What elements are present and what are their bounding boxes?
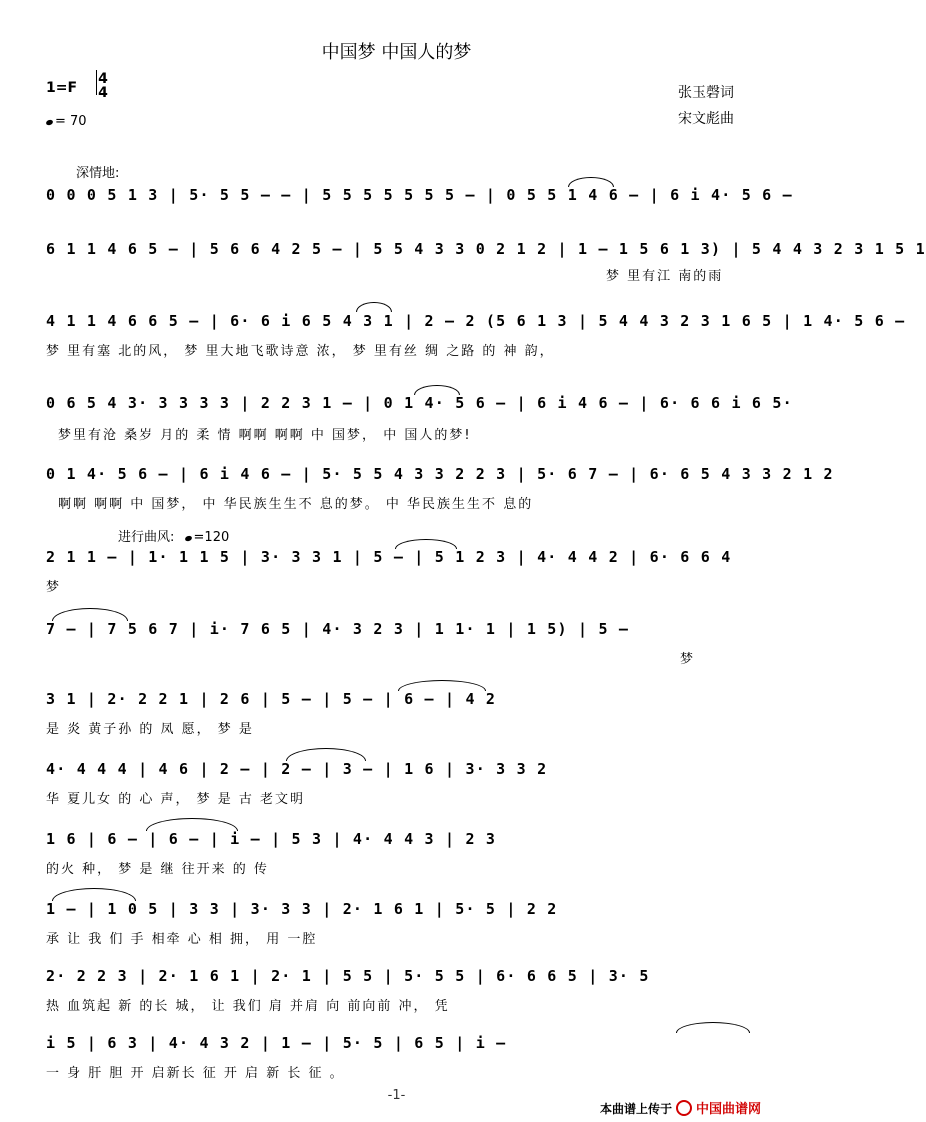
tempo-marking — [46, 114, 87, 129]
notation-line: 3 1 | 2· 2 2 1 | 2 6 | 5 – | 5 – | 6 – | 4 2 — [46, 690, 497, 708]
footer-credit — [600, 1098, 761, 1117]
slur-mark — [676, 1022, 750, 1033]
footer-site: 中国曲谱网 — [696, 1102, 762, 1117]
staff-row-5 — [46, 463, 834, 485]
notation-line: 6 1 1 4 6 5 – | 5 6 6 4 2 5 – | 5 5 4 3 3 0 2 1 2 | 1 – 1 5 6 1 3) | 5 4 4 3 2 3 1 5 1 — [46, 240, 926, 258]
slur-mark — [52, 888, 136, 901]
staff-row-10 — [46, 828, 752, 850]
notation-line: 1 – | 1 0 5 | 3 3 | 3· 3 3 | 2· 1 6 1 | 5· 5 | 2 2 — [46, 900, 558, 918]
slur-mark — [146, 818, 238, 831]
quarter-note-icon — [45, 119, 53, 126]
lyric-line: 梦 里有江 南的雨 — [606, 269, 724, 284]
staff-row-1 — [46, 184, 793, 206]
notation-line: 0 0 0 5 1 3 | 5· 5 5 – – | 5 5 5 5 5 5 5 – | 0 5 5 1 4 6 – | 6 i 4· 5 6 – — [46, 186, 793, 204]
key-signature: 1=F — [46, 80, 78, 96]
notation-line: 0 6 5 4 3· 3 3 3 3 | 2 2 3 1 – | 0 1 4· 5 6 – | 6 i 4 6 – | 6· 6 6 i 6 5· — [46, 394, 793, 412]
lyric-line: 是 炎 黄子孙 的 凤 愿， 梦 是 — [46, 722, 254, 737]
staff-row-2 — [46, 238, 926, 260]
lyric-line: 一 身 肝 胆 开 启新长 征 开 启 新 长 征 。 — [46, 1066, 345, 1081]
staff-row-13 — [46, 1032, 752, 1054]
slur-mark — [414, 385, 460, 395]
staff-row-8 — [46, 688, 752, 710]
staff-row-12 — [46, 965, 752, 987]
lyric-line: 梦 里有塞 北的风， 梦 里大地飞歌诗意 浓， 梦 里有丝 绸 之路 的 神 韵， — [46, 344, 555, 359]
page-number: -1- — [387, 1088, 406, 1103]
footer-text: 本曲谱上传于 — [600, 1102, 673, 1116]
song-title: 中国梦 中国人的梦 — [321, 42, 472, 63]
slur-mark — [356, 302, 392, 312]
slur-mark — [286, 748, 366, 761]
staff-row-3 — [46, 310, 906, 332]
staff-row-7 — [46, 618, 752, 640]
staff-row-4 — [46, 392, 793, 414]
expression-mark — [118, 526, 229, 545]
staff-row-11 — [46, 898, 752, 920]
staff-row-9 — [46, 758, 752, 780]
lyric-line: 华 夏儿女 的 心 声， 梦 是 古 老文明 — [46, 792, 306, 807]
lyric-line: 热 血筑起 新 的长 城， 让 我们 肩 并肩 向 前向前 冲， 凭 — [46, 999, 450, 1014]
slur-mark — [568, 177, 614, 187]
expression-mark: 深情地: — [76, 166, 120, 181]
tempo-value: = 70 — [55, 114, 87, 129]
notation-line: 2 1 1 – | 1· 1 1 5 | 3· 3 3 1 | 5 – | 5 1 2 3 | 4· 4 4 2 | 6· 6 6 4 — [46, 548, 732, 566]
lyric-line: 梦 — [46, 580, 62, 595]
notation-line: i 5 | 6 3 | 4· 4 3 2 | 1 – | 5· 5 | 6 5 | i – — [46, 1034, 507, 1052]
lyric-line: 承 让 我 们 手 相牵 心 相 拥， 用 一腔 — [46, 932, 318, 947]
tempo-value: =120 — [193, 530, 230, 545]
time-signature-top: 4 — [98, 71, 108, 87]
composer: 宋文彪曲 — [678, 111, 734, 127]
lyric-line: 梦 — [680, 652, 696, 667]
notation-line: 2· 2 2 3 | 2· 1 6 1 | 2· 1 | 5 5 | 5· 5 5 | 6· 6 6 5 | 3· 5 — [46, 967, 650, 985]
slur-mark — [398, 680, 486, 691]
slur-mark — [52, 608, 128, 621]
expression-text: 进行曲风: — [118, 530, 175, 545]
time-signature — [96, 72, 110, 100]
staff-row-6 — [46, 546, 752, 568]
notation-line: 0 1 4· 5 6 – | 6 i 4 6 – | 5· 5 5 4 3 3 2 2 3 | 5· 6 7 – | 6· 6 5 4 3 3 2 1 2 — [46, 465, 834, 483]
credits — [678, 80, 734, 132]
lyric-line: 梦里有沧 桑岁 月的 柔 情 啊啊 啊啊 中 国梦， 中 国人的梦! — [58, 428, 472, 443]
quarter-note-icon — [184, 535, 192, 542]
slur-mark — [395, 539, 457, 549]
notation-line: 4· 4 4 4 | 4 6 | 2 – | 2 – | 3 – | 1 6 | 3· 3 3 2 — [46, 760, 548, 778]
lyric-line: 啊啊 啊啊 中 国梦， 中 华民族生生不 息的梦。 中 华民族生生不 息的 — [58, 497, 534, 512]
notation-line: 1 6 | 6 – | 6 – | i – | 5 3 | 4· 4 4 3 | 2 3 — [46, 830, 497, 848]
site-logo-icon — [676, 1100, 692, 1116]
lyric-line: 的火 种， 梦 是 继 往开来 的 传 — [46, 862, 269, 877]
lyricist: 张玉磬词 — [678, 85, 734, 101]
notation-line: 7 – | 7 5 6 7 | i· 7 6 5 | 4· 3 2 3 | 1 1· 1 | 1 5) | 5 – — [46, 620, 630, 638]
notation-line: 4 1 1 4 6 6 5 – | 6· 6 i 6 5 4 3 1 | 2 – 2 (5 6 1 3 | 5 4 4 3 2 3 1 6 5 | 1 4· 5 6 – — [46, 312, 906, 330]
time-signature-bottom: 4 — [98, 85, 108, 101]
